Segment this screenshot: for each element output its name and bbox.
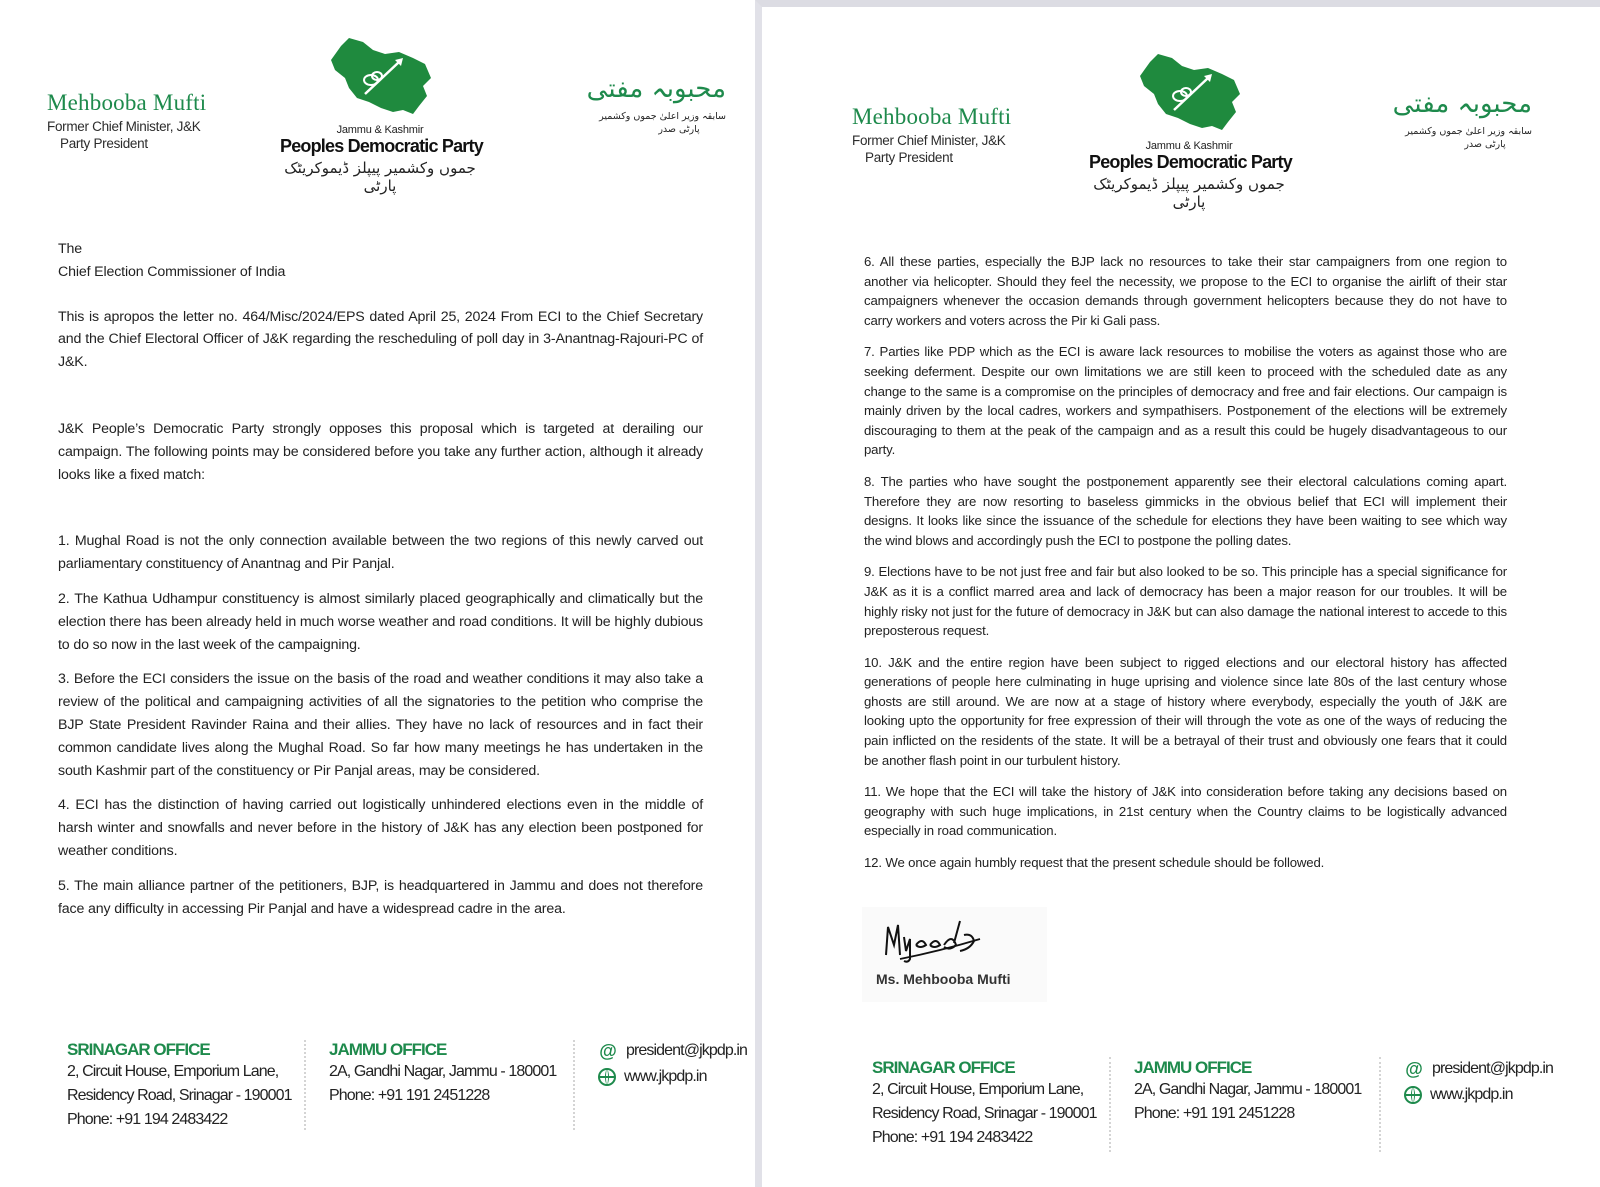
globe-icon [598, 1068, 616, 1086]
website-row [598, 1064, 747, 1090]
sender-name: Mehbooba Mufti [47, 90, 207, 115]
jammu-address-1: 2A, Gandhi Nagar, Jammu - 180001 [1134, 1081, 1362, 1098]
srinagar-phone: Phone: +91 194 2483422 [67, 1111, 228, 1128]
point-1: 1. Mughal Road is not the only connection available between the two regions of this newly carved out parliamentary constituency of Anantnag and Pir Panjal. [58, 533, 703, 573]
website-link[interactable]: www.jkpdp.in [624, 1068, 707, 1085]
sender-title-line1: Former Chief Minister, J&K [47, 119, 201, 134]
email-link[interactable]: president@jkpdp.in [626, 1042, 748, 1059]
letter-page-1 [0, 0, 755, 1187]
party-logo-block [1089, 52, 1292, 211]
signatory-name: Ms. Mehbooba Mufti [876, 971, 1011, 987]
point-4: 4. ECI has the distinction of having carried out logistically unhindered elections even in the middle of harsh winter and snowfalls and never before in the history of J&K has any election been postponed for weather conditions. [58, 797, 703, 859]
sender-title-line2: Party President [60, 136, 148, 151]
website-row [1404, 1082, 1553, 1108]
globe-icon [1404, 1086, 1422, 1104]
letter-page-2 [755, 0, 1600, 1187]
srinagar-phone: Phone: +91 194 2483422 [872, 1129, 1033, 1146]
point-9: 9. Elections have to be not just free and fair but also looked to be so. This principle has a special significance for J&K as it is a conflict marred area and lack of democracy has been a major reason for our troubles. It will be highly risky not just for the future of democracy in J&K but can also damage the national interest to accede to this preposterous request. [864, 564, 1507, 639]
point-11: 11. We hope that the ECI will take the history of J&K into consideration before taking any decisions based on geography with such huge implications, in 21st century when the Country claims to be logistically advanced especially in road communication. [864, 784, 1507, 839]
point-6: 6. All these parties, especially the BJP lack no resources to take their star campaigners from one region to another via helicopter. Should they feel the necessity, we propose to the ECI to organise the airlift of their star campaigners whenever the occasion demands through government helicopters because they do not have to carry workers and voters across the Pir ki Gali pass. [864, 254, 1507, 328]
footer-contact [1404, 1056, 1553, 1108]
logo-region: Jammu & Kashmir [336, 124, 424, 136]
sender-title-urdu-1: سابقہ وزیر اعلیٰ جموں وکشمیر [599, 111, 726, 122]
point-8: 8. The parties who have sought the postponement apparently see their electoral calculations coming apart. Therefore they are now resorting to baseless gimmicks in the obvious belief that ECI will implement their designs. It looks like since the issuance of the schedule for elections they have been waiting to see which way the wind blows and accordingly push the ECI to postpone the polling dates. [864, 473, 1507, 548]
point-7: 7. Parties like PDP which as the ECI is aware lack resources to mobilise the voters as against those who are seeking deferment. Despite our own limitations we are still keen to proceed with the scheduled date as any change to the same is a compromise on the principles of democracy and free and fair elections. Our campaign is mainly driven by the local cadres, workers and sympathisers. Postponement of the elections will be extremely discouraging to them at the peak of the campaign and as a result this could be hugely disadvantageous to our party. [864, 344, 1507, 458]
letter-body-page-2 [864, 252, 1507, 873]
footer-srinagar-office [67, 1040, 292, 1132]
point-10: 10. J&K and the entire region have been subject to rigged elections and our electoral history has affected generations of people here culminating in huge uprising and violence since late 80s of the last century whose ghosts are still around. We are now at a stage of history where everybody, especially the youth of J&K are looking upto the opportunity for free expression of their will through the vote as one of the ways of reducing the pain inflicted on the residents of the state. It will be a betrayal of their trust and obviously one fears that it could be another flash point in our turbulent history. [864, 654, 1507, 768]
letterhead-left [852, 104, 1011, 166]
letter-body-page-1 [58, 238, 703, 920]
party-name: Peoples Democratic Party [1089, 152, 1292, 172]
srinagar-office-title: SRINAGAR OFFICE [872, 1058, 1015, 1077]
footer-divider [304, 1040, 306, 1130]
jammu-office-title: JAMMU OFFICE [329, 1040, 447, 1059]
signature-icon [880, 915, 990, 965]
email-row [1404, 1056, 1553, 1082]
opposition-paragraph: J&K People’s Democratic Party strongly opposes this proposal which is targeted at derailing our campaign. The following points may be considered before you take any further action, although it already looks like a fixed match: [58, 420, 703, 483]
letterhead-right-urdu [586, 74, 726, 136]
footer-divider [573, 1040, 575, 1130]
sender-title [47, 118, 206, 152]
jammu-address-1: 2A, Gandhi Nagar, Jammu - 180001 [329, 1063, 557, 1080]
point-2: 2. The Kathua Udhampur constituency is almost similarly placed geographically and climatically but the election there has been already held in much worse weather and road conditions. It will be highly dubious to do so now in the last week of the campaigning. [58, 590, 703, 653]
party-name-urdu: جموں وکشمیر پیپلز ڈیموکریٹک پارٹی [1093, 175, 1285, 211]
footer-jammu-office [1134, 1058, 1361, 1126]
at-icon: @ [1405, 1059, 1423, 1079]
point-5: 5. The main alliance partner of the petitioners, BJP, is headquartered in Jammu and does not therefore face any difficulty in accessing Pir Panjal and have a widespread cadre in the area. [58, 877, 703, 917]
sender-title-urdu-2: پارٹی صدر [1464, 139, 1506, 150]
footer-contact [598, 1038, 747, 1090]
footer-divider [1109, 1057, 1111, 1152]
at-icon: @ [599, 1041, 617, 1061]
jammu-phone: Phone: +91 191 2451228 [329, 1087, 490, 1104]
srinagar-office-title: SRINAGAR OFFICE [67, 1040, 210, 1059]
logo-region: Jammu & Kashmir [1145, 140, 1233, 152]
letterhead-left [47, 90, 206, 152]
sender-name-urdu: محبوبہ مفتی [1392, 89, 1532, 119]
email-link[interactable]: president@jkpdp.in [1432, 1060, 1554, 1077]
srinagar-address-2: Residency Road, Srinagar - 190001 [67, 1087, 292, 1104]
point-12: 12. We once again humbly request that the present schedule should be followed. [864, 855, 1325, 871]
jammu-office-title: JAMMU OFFICE [1134, 1058, 1252, 1077]
sender-title-urdu-2: پارٹی صدر [658, 124, 700, 135]
sender-title-urdu-1: سابقہ وزیر اعلیٰ جموں وکشمیر [1405, 126, 1532, 137]
srinagar-address-1: 2, Circuit House, Emporium Lane, [872, 1081, 1084, 1098]
signature-block [862, 907, 1047, 1002]
letterhead-right-urdu [1392, 89, 1532, 151]
sender-title-line1: Former Chief Minister, J&K [852, 133, 1006, 148]
sender-name: Mehbooba Mufti [852, 104, 1012, 129]
footer-srinagar-office [872, 1058, 1097, 1150]
sender-title-line2: Party President [865, 150, 953, 165]
footer-jammu-office [329, 1040, 556, 1108]
sender-title [852, 132, 1011, 166]
srinagar-address-2: Residency Road, Srinagar - 190001 [872, 1105, 1097, 1122]
website-link[interactable]: www.jkpdp.in [1430, 1086, 1513, 1103]
party-logo-block [280, 36, 483, 195]
email-row [598, 1038, 747, 1064]
jk-map-pen-icon [327, 36, 433, 116]
footer-divider [1379, 1057, 1381, 1152]
party-name-urdu: جموں وکشمیر پیپلز ڈیموکریٹک پارٹی [284, 159, 476, 195]
sender-name-urdu: محبوبہ مفتی [586, 74, 726, 104]
addressee-line-2: Chief Election Commissioner of India [58, 263, 286, 280]
jammu-phone: Phone: +91 191 2451228 [1134, 1105, 1295, 1122]
addressee-line-1: The [58, 241, 82, 257]
point-3: 3. Before the ECI considers the issue on the basis of the road and weather conditions it may also take a review of the political and campaigning activities of all the signatories to the petition who comprise the BJP State President Ravinder Raina and their allies. They have no lack of resources and in fact their common candidate lives along the Mughal Road. So far how many meetings he has undertaken in the south Kashmir part of the constituency or Pir Panjal areas, may be considered. [58, 671, 703, 779]
srinagar-address-1: 2, Circuit House, Emporium Lane, [67, 1063, 279, 1080]
party-name: Peoples Democratic Party [280, 136, 483, 156]
intro-paragraph: This is apropos the letter no. 464/Misc/2024/EPS dated April 25, 2024 From ECI to the Chief Secretary and the Chief Electoral Officer of J&K regarding the rescheduling of poll day in 3-Anantnag-Rajouri-PC of J&K. [58, 308, 703, 371]
jk-map-pen-icon [1136, 52, 1242, 132]
